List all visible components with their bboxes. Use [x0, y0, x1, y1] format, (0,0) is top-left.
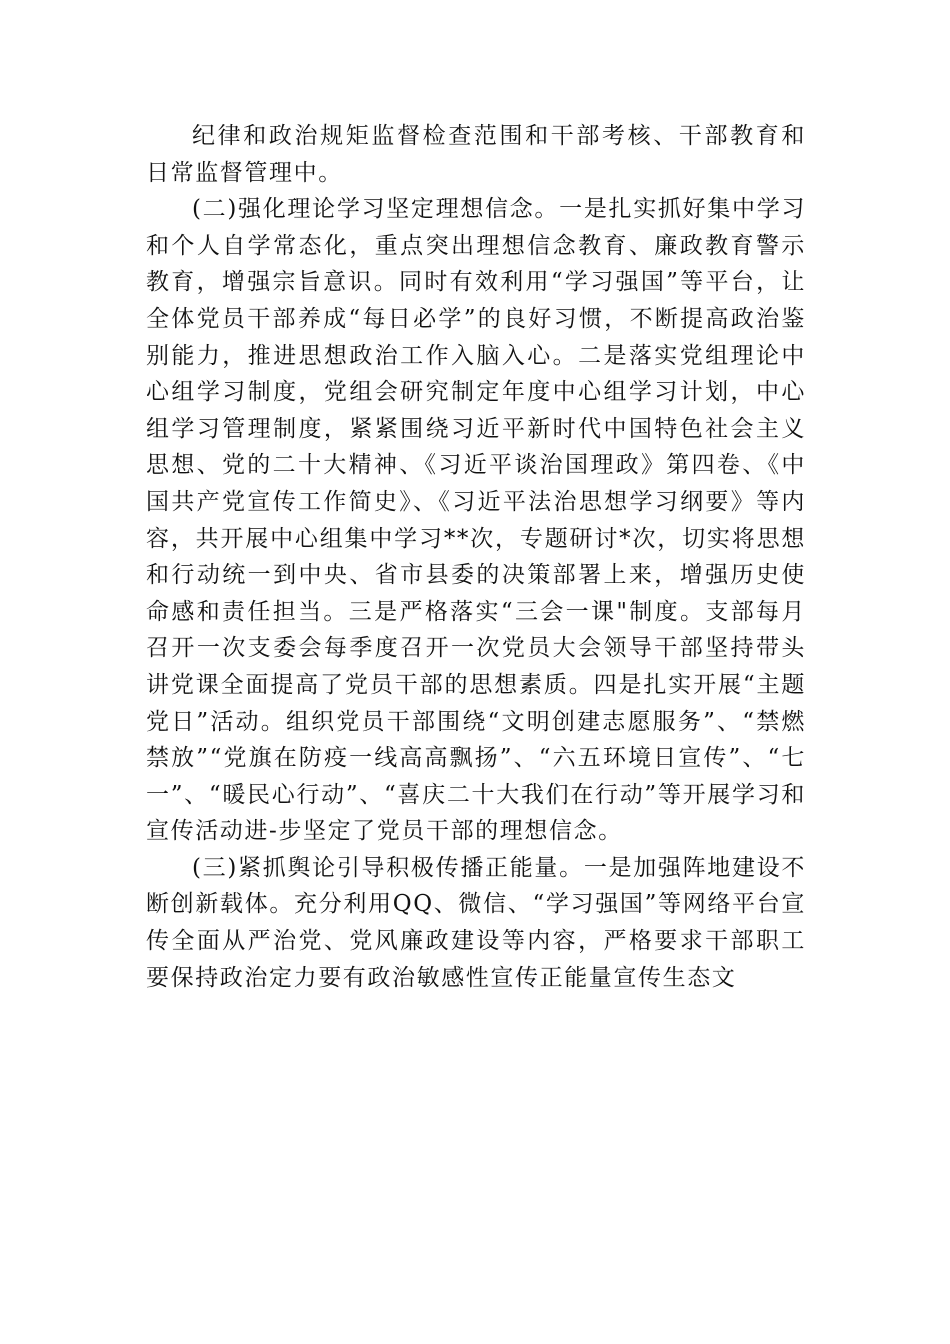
- paragraph-public-opinion: (三)紧抓舆论引导积极传播正能量。一是加强阵地建设不断创新载体。充分利用QQ、微信、“学习强国”等网络平台宣传全面从严治党、党风廉政建设等内容，严格要求干部职工要保持政治定力要有政治敏感性宣传正能量宣传生态文: [146, 854, 806, 991]
- document-body: [146, 118, 806, 996]
- paragraph-continuation: 纪律和政治规矩监督检查范围和干部考核、干部教育和日常监督管理中。: [146, 123, 806, 186]
- paragraph-theory-study: (二)强化理论学习坚定理想信念。一是扎实抓好集中学习和个人自学常态化，重点突出理想信念教育、廉政教育警示教育，增强宗旨意识。同时有效利用“学习强国”等平台，让全体党员干部养成“每日必学”的良好习惯，不断提高政治鉴别能力，推进思想政治工作入脑入心。二是落实党组理论中心组学习制度，党组会研究制定年度中心组学习计划，中心组学习管理制度，紧紧围绕习近平新时代中国特色社会主义思想、党的二十大精神、《习近平谈治国理政》第四卷、《中国共产党宣传工作简史》、《习近平法治思想学习纲要》等内容，共开展中心组集中学习**次，专题研讨*次，切实将思想和行动统一到中央、省市县委的决策部署上来，增强历史使命感和责任担当。三是严格落实“三会一课"制度。支部每月召开一次支委会每季度召开一次党员大会领导干部坚持带头讲党课全面提高了党员干部的思想素质。四是扎实开展“主题党日”活动。组织党员干部围绕“文明创建志愿服务”、“禁燃禁放”“党旗在防疫一线高高飘扬”、“六五环境日宣传”、“七一”、“暖民心行动”、“喜庆二十大我们在行动”等开展学习和宣传活动进-步坚定了党员干部的理想信念。: [146, 196, 806, 845]
